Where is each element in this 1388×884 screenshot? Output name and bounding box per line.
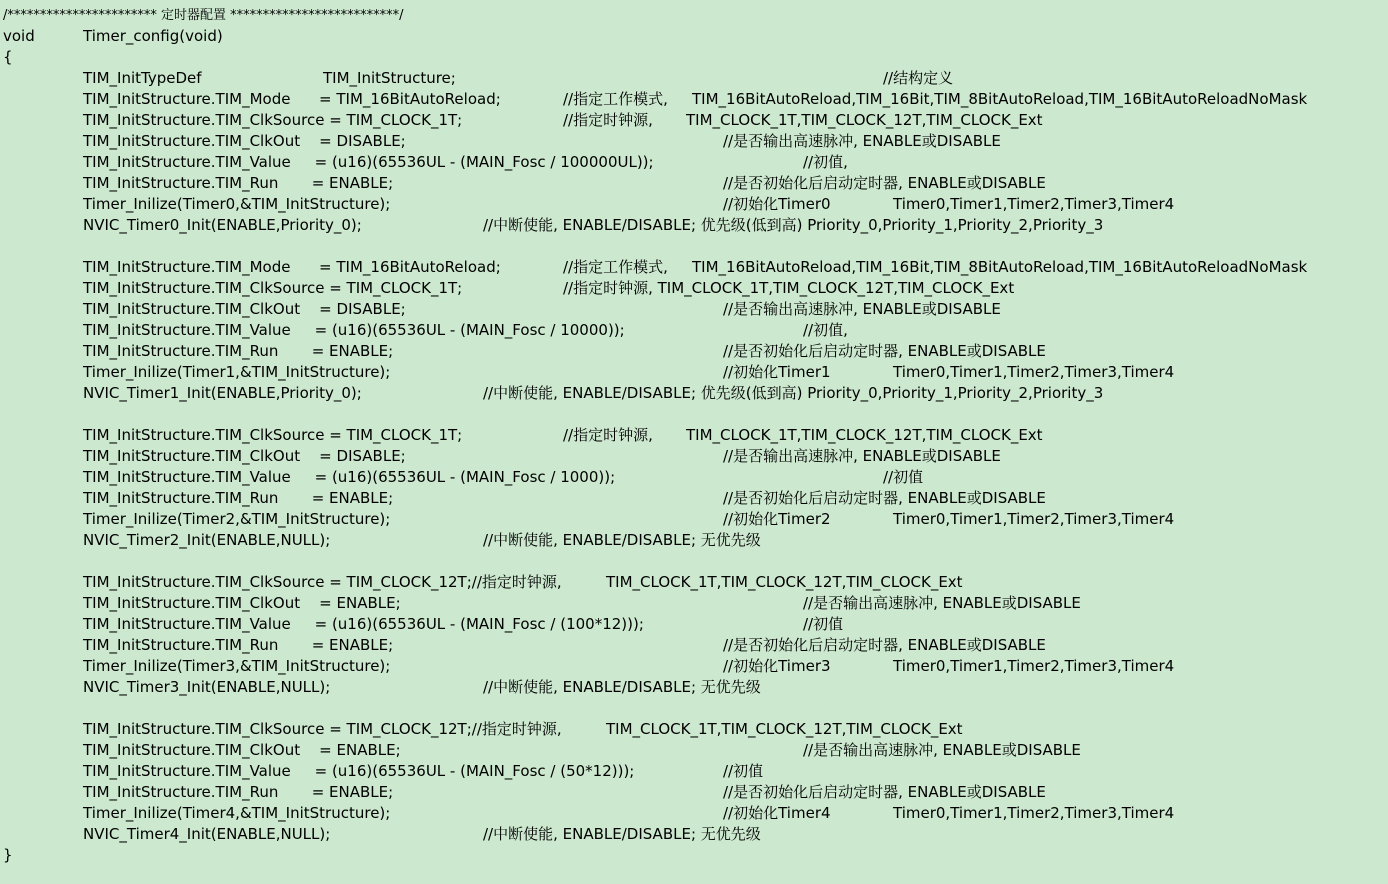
code-line (0, 677, 1388, 698)
code-line (0, 173, 1388, 194)
code-text: Timer_config(void) (83, 27, 223, 45)
code-comment: //初始化Timer2 (723, 510, 831, 528)
code-text: TIM_InitStructure.TIM_Value = (u16)(65536UL - (MAIN_Fosc / 100000UL)); (83, 153, 654, 171)
code-text: TIM_16BitAutoReload,TIM_16Bit,TIM_8BitAutoReload,TIM_16BitAutoReloadNoMask (692, 258, 1308, 276)
code-line (0, 719, 1388, 740)
code-comment: //中断使能, ENABLE/DISABLE; 无优先级 (483, 678, 761, 696)
code-text: TIM_InitStructure.TIM_Run = ENABLE; (83, 342, 394, 360)
code-line (0, 152, 1388, 173)
code-text: Timer_Inilize(Timer4,&TIM_InitStructure); (83, 804, 391, 822)
code-text: TIM_InitStructure.TIM_ClkOut = ENABLE; (83, 594, 401, 612)
code-line (0, 572, 1388, 593)
code-comment: //是否初始化后启动定时器, ENABLE或DISABLE (723, 636, 1046, 654)
code-line (0, 194, 1388, 215)
code-line (0, 530, 1388, 551)
code-text: Timer0,Timer1,Timer2,Timer3,Timer4 (893, 363, 1175, 381)
code-line (0, 299, 1388, 320)
code-text: TIM_InitStructure.TIM_ClkOut = ENABLE; (83, 741, 401, 759)
code-comment: //中断使能, ENABLE/DISABLE; 优先级(低到高) Priority_0,Priority_1,Priority_2,Priority_3 (483, 216, 1104, 234)
code-text: TIM_InitStructure.TIM_Value = (u16)(65536UL - (MAIN_Fosc / 1000)); (83, 468, 616, 486)
code-text: Timer0,Timer1,Timer2,Timer3,Timer4 (893, 510, 1175, 528)
code-comment: //是否初始化后启动定时器, ENABLE或DISABLE (723, 174, 1046, 192)
code-line (0, 425, 1388, 446)
code-text: Timer0,Timer1,Timer2,Timer3,Timer4 (893, 804, 1175, 822)
code-comment: //初值 (883, 468, 924, 486)
code-line (0, 656, 1388, 677)
code-line (0, 782, 1388, 803)
code-line (0, 26, 1388, 47)
code-comment: //中断使能, ENABLE/DISABLE; 优先级(低到高) Priority_0,Priority_1,Priority_2,Priority_3 (483, 384, 1104, 402)
code-text: TIM_InitStructure.TIM_ClkSource = TIM_CLOCK_1T; (83, 111, 463, 129)
code-text: TIM_InitStructure.TIM_Run = ENABLE; (83, 489, 394, 507)
code-line (0, 215, 1388, 236)
code-line (0, 362, 1388, 383)
code-comment: //指定时钟源, (563, 426, 653, 444)
code-comment: //初值, (803, 153, 848, 171)
code-text: TIM_InitStructure.TIM_ClkOut = DISABLE; (83, 447, 406, 465)
code-text: TIM_InitStructure.TIM_Run = ENABLE; (83, 174, 394, 192)
code-comment: //初始化Timer0 (723, 195, 831, 213)
code-line (0, 845, 1388, 866)
code-comment: //指定工作模式, (563, 258, 668, 276)
code-comment: //是否初始化后启动定时器, ENABLE或DISABLE (723, 342, 1046, 360)
blank-line (0, 404, 1388, 425)
code-text: Timer_Inilize(Timer0,&TIM_InitStructure); (83, 195, 391, 213)
code-text: NVIC_Timer0_Init(ENABLE,Priority_0); (83, 216, 362, 234)
code-comment: //是否初始化后启动定时器, ENABLE或DISABLE (723, 489, 1046, 507)
code-text: TIM_InitStructure.TIM_Value = (u16)(65536UL - (MAIN_Fosc / (50*12))); (83, 762, 635, 780)
code-text: TIM_CLOCK_1T,TIM_CLOCK_12T,TIM_CLOCK_Ext (686, 111, 1043, 129)
code-text: TIM_InitStructure.TIM_Mode = TIM_16BitAutoReload; (83, 90, 501, 108)
blank-line (0, 236, 1388, 257)
code-text: Timer0,Timer1,Timer2,Timer3,Timer4 (893, 657, 1175, 675)
code-text: TIM_CLOCK_1T,TIM_CLOCK_12T,TIM_CLOCK_Ext (686, 426, 1043, 444)
code-line (0, 761, 1388, 782)
code-text: TIM_InitStructure; (323, 69, 456, 87)
code-comment: //是否输出高速脉冲, ENABLE或DISABLE (803, 741, 1081, 759)
code-line (0, 509, 1388, 530)
code-comment: //是否输出高速脉冲, ENABLE或DISABLE (723, 132, 1001, 150)
code-text: TIM_InitStructure.TIM_ClkSource = TIM_CLOCK_12T;//指定时钟源, (83, 720, 562, 738)
code-text: TIM_CLOCK_1T,TIM_CLOCK_12T,TIM_CLOCK_Ext (606, 720, 963, 738)
code-line (0, 131, 1388, 152)
code-text: TIM_InitStructure.TIM_Value = (u16)(65536UL - (MAIN_Fosc / 10000)); (83, 321, 625, 339)
code-text: TIM_InitStructure.TIM_ClkSource = TIM_CLOCK_1T; (83, 426, 463, 444)
code-text: TIM_InitStructure.TIM_ClkSource = TIM_CLOCK_12T;//指定时钟源, (83, 573, 562, 591)
code-comment: //初值 (803, 615, 844, 633)
code-text: /*********************** 定时器配置 **************************/ (3, 8, 404, 23)
code-text: Timer_Inilize(Timer3,&TIM_InitStructure); (83, 657, 391, 675)
code-text: TIM_16BitAutoReload,TIM_16Bit,TIM_8BitAutoReload,TIM_16BitAutoReloadNoMask (692, 90, 1308, 108)
code-text: NVIC_Timer1_Init(ENABLE,Priority_0); (83, 384, 362, 402)
code-comment: //初始化Timer3 (723, 657, 831, 675)
code-line (0, 803, 1388, 824)
blank-line (0, 551, 1388, 572)
code-text: Timer_Inilize(Timer1,&TIM_InitStructure); (83, 363, 391, 381)
code-text: TIM_InitStructure.TIM_Run = ENABLE; (83, 783, 394, 801)
code-text: NVIC_Timer4_Init(ENABLE,NULL); (83, 825, 331, 843)
code-text: TIM_CLOCK_1T,TIM_CLOCK_12T,TIM_CLOCK_Ext (606, 573, 963, 591)
code-line (0, 257, 1388, 278)
code-line (0, 89, 1388, 110)
code-line (0, 278, 1388, 299)
code-comment: //中断使能, ENABLE/DISABLE; 无优先级 (483, 825, 761, 843)
code-comment: //是否初始化后启动定时器, ENABLE或DISABLE (723, 783, 1046, 801)
code-line (0, 320, 1388, 341)
blank-line (0, 698, 1388, 719)
code-comment: //指定时钟源, (563, 111, 653, 129)
code-comment: //初始化Timer1 (723, 363, 831, 381)
code-text: Timer0,Timer1,Timer2,Timer3,Timer4 (893, 195, 1175, 213)
code-text: TIM_InitStructure.TIM_ClkOut = DISABLE; (83, 132, 406, 150)
code-text: NVIC_Timer3_Init(ENABLE,NULL); (83, 678, 331, 696)
code-comment: //指定时钟源, TIM_CLOCK_1T,TIM_CLOCK_12T,TIM_CLOCK_Ext (563, 279, 1015, 297)
code-line (0, 467, 1388, 488)
code-line (0, 488, 1388, 509)
code-text: TIM_InitStructure.TIM_Value = (u16)(65536UL - (MAIN_Fosc / (100*12))); (83, 615, 644, 633)
code-line (0, 110, 1388, 131)
code-comment: //初值 (723, 762, 764, 780)
code-listing (0, 5, 1388, 866)
code-text: TIM_InitStructure.TIM_Mode = TIM_16BitAutoReload; (83, 258, 501, 276)
code-comment: //是否输出高速脉冲, ENABLE或DISABLE (723, 447, 1001, 465)
code-comment: //是否输出高速脉冲, ENABLE或DISABLE (723, 300, 1001, 318)
code-text: Timer_Inilize(Timer2,&TIM_InitStructure); (83, 510, 391, 528)
code-line (0, 593, 1388, 614)
code-text: void (3, 27, 35, 45)
code-line (0, 614, 1388, 635)
code-comment: //结构定义 (883, 69, 954, 87)
code-line (0, 446, 1388, 467)
code-line (0, 824, 1388, 845)
code-comment: //中断使能, ENABLE/DISABLE; 无优先级 (483, 531, 761, 549)
code-text: { (3, 48, 13, 66)
code-text: TIM_InitStructure.TIM_ClkOut = DISABLE; (83, 300, 406, 318)
code-line (0, 5, 1388, 26)
code-text: NVIC_Timer2_Init(ENABLE,NULL); (83, 531, 331, 549)
code-comment: //初值, (803, 321, 848, 339)
code-line (0, 341, 1388, 362)
code-text: TIM_InitStructure.TIM_ClkSource = TIM_CLOCK_1T; (83, 279, 463, 297)
code-text: TIM_InitTypeDef (83, 69, 202, 87)
code-text: TIM_InitStructure.TIM_Run = ENABLE; (83, 636, 394, 654)
code-line (0, 383, 1388, 404)
code-line (0, 740, 1388, 761)
code-line (0, 635, 1388, 656)
code-comment: //是否输出高速脉冲, ENABLE或DISABLE (803, 594, 1081, 612)
code-comment: //指定工作模式, (563, 90, 668, 108)
code-line (0, 68, 1388, 89)
code-text: } (3, 846, 13, 864)
code-comment: //初始化Timer4 (723, 804, 831, 822)
code-line (0, 47, 1388, 68)
